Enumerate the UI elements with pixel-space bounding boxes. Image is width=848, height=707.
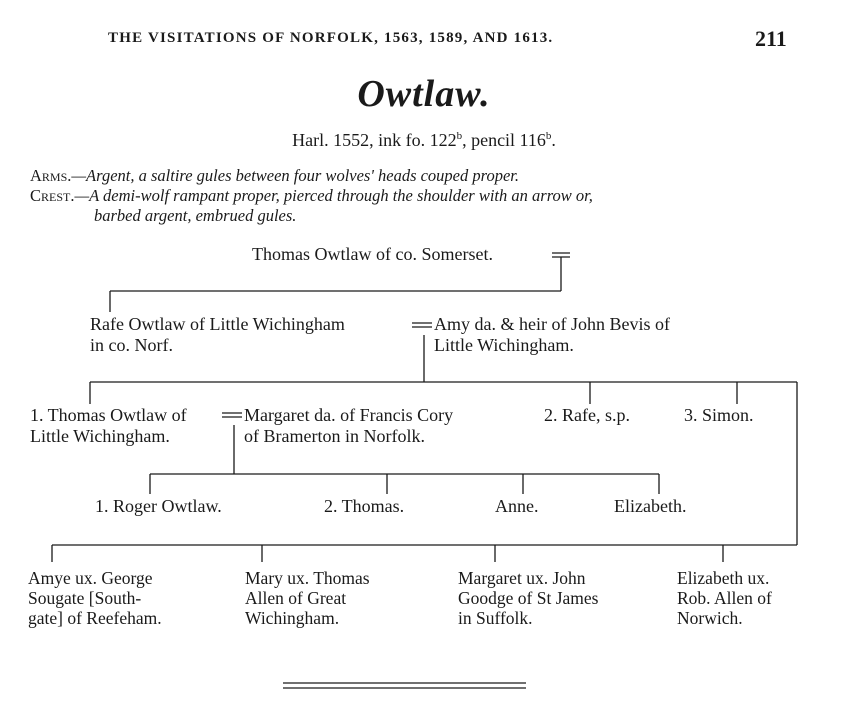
gen2-wife-line1: Amy da. & heir of John Bevis of <box>434 314 670 334</box>
gen3-wife-line2: of Bramerton in Norfolk. <box>244 426 425 446</box>
daughter-elizabeth-line1: Elizabeth ux. <box>677 568 770 588</box>
page-number: 211 <box>755 26 787 51</box>
gen2-husband-line2: in co. Norf. <box>90 335 173 355</box>
arms-label: Arms. <box>30 166 72 185</box>
daughter-margaret-line2: Goodge of St James <box>458 588 599 608</box>
daughter-amye-line2: Sougate [South- <box>28 588 142 608</box>
daughter-mary-line3: Wichingham. <box>245 608 340 628</box>
daughter-mary-line2: Allen of Great <box>245 588 347 608</box>
gen2-wife-line2: Little Wichingham. <box>434 335 574 355</box>
crest-label: Crest. <box>30 186 75 205</box>
arms-text: —Argent, a saltire gules between four wolves' heads couped proper. <box>71 166 519 185</box>
daughter-elizabeth-line3: Norwich. <box>677 608 743 628</box>
source-pencil-sup: b <box>545 130 552 142</box>
gen1-thomas-owtlaw: Thomas Owtlaw of co. Somerset. <box>252 244 493 264</box>
daughter-margaret <box>458 568 598 628</box>
daughter-elizabeth <box>677 568 772 628</box>
gen3-husband-line1: 1. Thomas Owtlaw of <box>30 405 187 425</box>
source-prefix: Harl. 1552, ink fo. 122 <box>292 130 457 150</box>
running-head-title: THE VISITATIONS OF NORFOLK, 1563, 1589, AND 1613. <box>108 30 554 46</box>
daughter-margaret-line1: Margaret ux. John <box>458 568 586 588</box>
gen4-child-elizabeth: Elizabeth. <box>614 496 687 516</box>
daughter-mary <box>245 568 370 628</box>
gen4-child-anne: Anne. <box>495 496 539 516</box>
gen3-sibling-simon: 3. Simon. <box>684 405 754 425</box>
source-suffix: . <box>551 130 556 150</box>
family-title: Owtlaw. <box>357 73 491 115</box>
gen3-husband-line2: Little Wichingham. <box>30 426 170 446</box>
daughter-elizabeth-line2: Rob. Allen of <box>677 588 772 608</box>
gen4-child-roger: 1. Roger Owtlaw. <box>95 496 222 516</box>
crest-text-cont: barbed argent, embrued gules. <box>94 206 297 225</box>
gen3-wife-line1: Margaret da. of Francis Cory <box>244 405 454 425</box>
source-middle: , pencil 116 <box>462 130 546 150</box>
daughter-amye-line3: gate] of Reefeham. <box>28 608 162 628</box>
daughter-amye-line1: Amye ux. George <box>28 568 153 588</box>
gen2-husband-line1: Rafe Owtlaw of Little Wichingham <box>90 314 345 334</box>
source-ink-sup: b <box>456 130 463 142</box>
crest-text: —A demi-wolf rampant proper, pierced through the shoulder with an arrow or, <box>74 186 593 205</box>
gen3-sibling-rafe: 2. Rafe, s.p. <box>544 405 630 425</box>
gen4-child-thomas: 2. Thomas. <box>324 496 405 516</box>
daughter-mary-line1: Mary ux. Thomas <box>245 568 370 588</box>
daughter-margaret-line3: in Suffolk. <box>458 608 533 628</box>
daughter-amye <box>28 568 162 628</box>
